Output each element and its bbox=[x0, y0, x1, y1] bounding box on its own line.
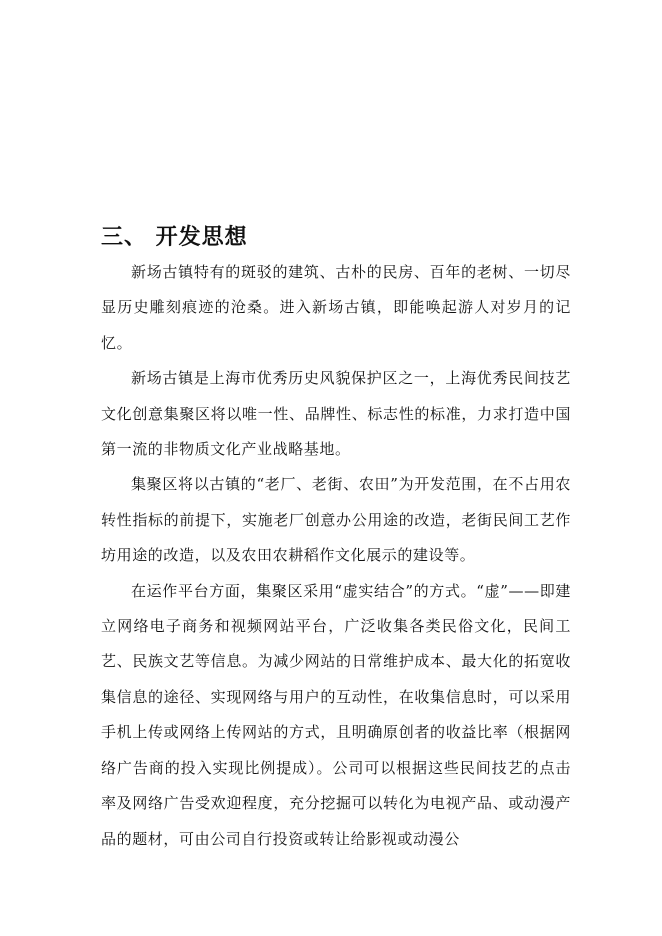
body-text bbox=[101, 255, 571, 857]
paragraph-historic-charm: 新场古镇特有的斑驳的建筑、古朴的民房、百年的老树、一切尽显历史雕刻痕迹的沧桑。进入新场古镇，即能唤起游人对岁月的记忆。 bbox=[101, 263, 571, 352]
paragraph-operation-platform: 在运作平台方面，集聚区采用“虚实结合”的方式。“虚”——即建立网络电子商务和视频网站平台，广泛收集各类民俗文化，民间工艺、民族文艺等信息。为减少网站的日常维护成本、最大化的拓宽收集信息的途径、实现网络与用户的互动性，在收集信息时，可以采用手机上传或网络上传网站的方式，且明确原创者的收益比率（根据网络广告商的投入实现比例提成）。公司可以根据这些民间技艺的点击率及网络广告受欢迎程度，充分挖掘可以转化为电视产品、或动漫产品的题材，可由公司自行投资或转让给影视或动漫公 bbox=[101, 581, 571, 848]
paragraph-development-scope: 集聚区将以古镇的“老厂、老街、农田”为开发范围，在不占用农转性指标的前提下，实施老厂创意办公用途的改造，老街民间工艺作坊用途的改造，以及农田农耕稻作文化展示的建设等。 bbox=[101, 475, 571, 565]
section-title: 三、 开发思想 bbox=[101, 225, 248, 250]
paragraph-protection-zone: 新场古镇是上海市优秀历史风貌保护区之一，上海优秀民间技艺文化创意集聚区将以唯一性、品牌性、标志性的标准，力求打造中国第一流的非物质文化产业战略基地。 bbox=[101, 369, 571, 459]
